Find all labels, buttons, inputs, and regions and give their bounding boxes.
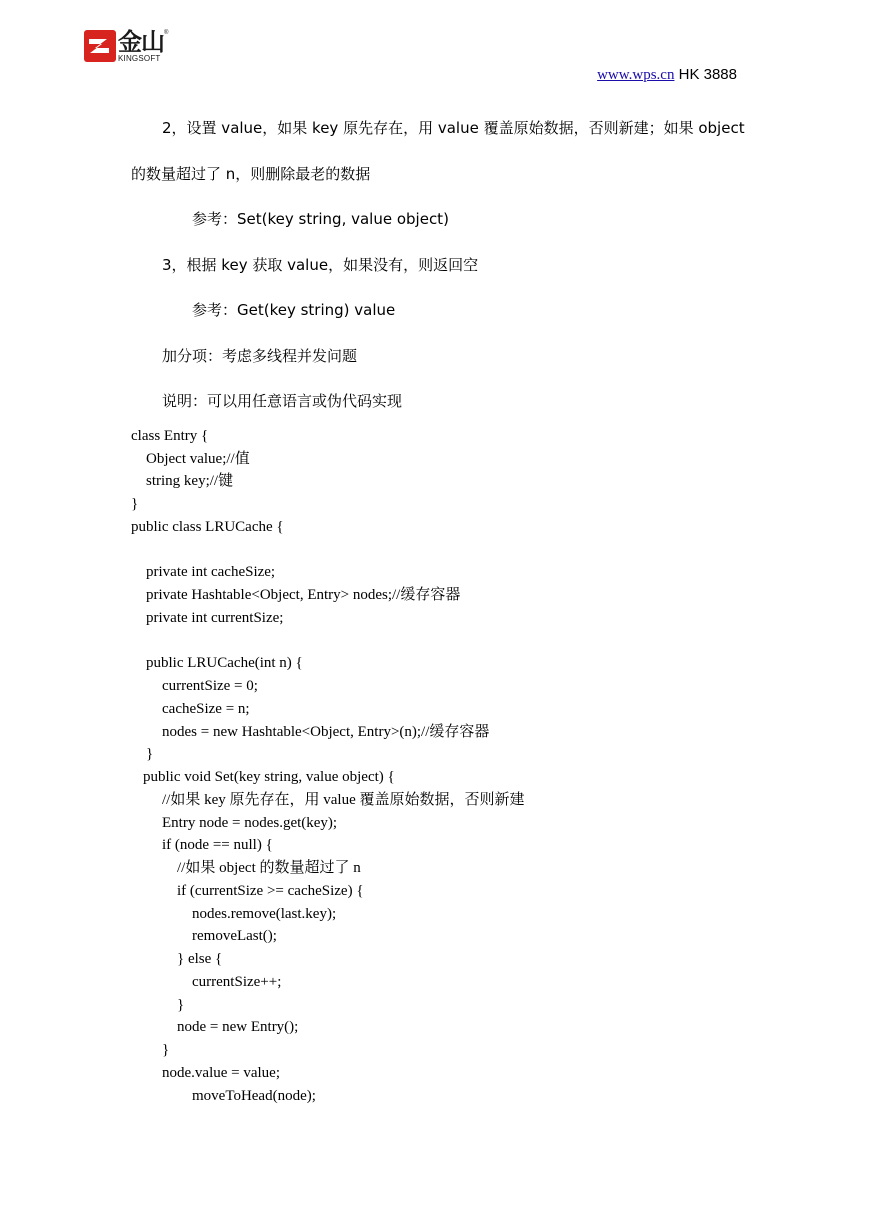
prose-line: 参考：Get(key string) value xyxy=(192,301,396,319)
code-line: //如果 object 的数量超过了 n xyxy=(177,860,361,876)
code-line: currentSize++; xyxy=(192,974,282,990)
prose-line: 3，根据 key 获取 value，如果没有，则返回空 xyxy=(162,256,479,274)
code-line: } xyxy=(131,496,139,512)
code-line: public void Set(key string, value object) { xyxy=(143,769,395,785)
code-line: private int cacheSize; xyxy=(146,564,276,580)
logo-brand-en: KINGSOFT xyxy=(118,54,161,63)
kingsoft-logo-icon xyxy=(84,30,116,62)
code-line: if (node == null) { xyxy=(162,837,273,853)
code-line: class Entry { xyxy=(131,428,209,444)
code-line: public LRUCache(int n) { xyxy=(146,655,303,671)
prose-line: 的数量超过了 n，则删除最老的数据 xyxy=(131,165,371,183)
code-line: } else { xyxy=(177,951,223,967)
code-line: currentSize = 0; xyxy=(162,678,258,694)
code-line: nodes.remove(last.key); xyxy=(192,906,337,922)
code-line: node.value = value; xyxy=(162,1065,281,1081)
logo-brand-cn: 金山 xyxy=(118,28,164,56)
code-line: private int currentSize; xyxy=(146,610,284,626)
code-line: //如果 key 原先存在，用 value 覆盖原始数据，否则新建 xyxy=(162,792,525,808)
code-line: } xyxy=(162,1042,170,1058)
prose-line: 2，设置 value，如果 key 原先存在，用 value 覆盖原始数据，否则新建；如果 object xyxy=(162,119,745,137)
header-code: HK 3888 xyxy=(674,66,737,83)
wps-link[interactable]: www.wps.cn xyxy=(597,67,675,83)
code-line: } xyxy=(177,997,185,1013)
code-line: Entry node = nodes.get(key); xyxy=(162,815,338,831)
kingsoft-logo xyxy=(84,28,174,64)
code-line: private Hashtable<Object, Entry> nodes;//缓存容器 xyxy=(146,587,461,603)
prose-line: 加分项：考虑多线程并发问题 xyxy=(162,347,358,365)
code-line: public class LRUCache { xyxy=(131,519,284,535)
code-line: removeLast(); xyxy=(192,928,277,944)
code-line: if (currentSize >= cacheSize) { xyxy=(177,883,364,899)
code-line: Object value;//值 xyxy=(146,451,250,467)
code-line: string key;//键 xyxy=(146,473,234,489)
code-line: } xyxy=(146,746,154,762)
code-line: moveToHead(node); xyxy=(192,1088,316,1104)
code-line: nodes = new Hashtable<Object, Entry>(n);//缓存容器 xyxy=(162,724,490,740)
header-reference xyxy=(597,66,737,84)
prose-line: 说明：可以用任意语言或伪代码实现 xyxy=(162,392,403,410)
code-line: node = new Entry(); xyxy=(177,1019,299,1035)
prose-line: 参考：Set(key string, value object) xyxy=(192,210,449,228)
code-line: cacheSize = n; xyxy=(162,701,250,717)
logo-registered-mark: ® xyxy=(164,30,169,36)
